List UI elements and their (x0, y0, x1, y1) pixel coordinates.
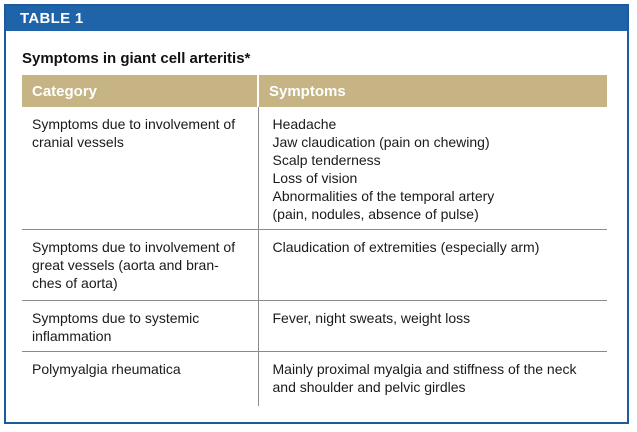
symptoms-cell (258, 230, 607, 301)
symptoms-cell (258, 107, 607, 230)
category-cell (22, 301, 258, 352)
symptoms-cell (258, 352, 607, 407)
symptoms-cell (258, 301, 607, 352)
header-row (22, 75, 607, 107)
category-line: Symptoms due to involvement of (32, 239, 236, 255)
table-row (22, 352, 607, 407)
category-line: Polymyalgia rheumatica (32, 361, 181, 377)
symptom-line: Jaw claudication (pain on chewing) (272, 134, 490, 150)
table-caption: Symptoms in giant cell arteritis* (22, 50, 251, 67)
symptom-line: Claudication of extremities (especially arm) (272, 239, 540, 255)
column-header-category: Category (22, 75, 258, 107)
symptom-line: Fever, night sweats, weight loss (272, 310, 471, 326)
symptom-line: Abnormalities of the temporal artery (272, 188, 495, 204)
category-line: inflammation (32, 328, 112, 344)
symptom-line: and shoulder and pelvic girdles (272, 379, 466, 395)
table-row (22, 107, 607, 230)
category-cell (22, 230, 258, 301)
table-number-banner: TABLE 1 (6, 6, 627, 31)
table-row (22, 230, 607, 301)
category-line: great vessels (aorta and bran- (32, 257, 219, 273)
symptom-line: Scalp tenderness (272, 152, 381, 168)
symptom-line: (pain, nodules, absence of pulse) (272, 206, 479, 222)
symptom-line: Headache (272, 116, 337, 132)
column-header-symptoms: Symptoms (258, 75, 607, 107)
category-line: cranial vessels (32, 134, 124, 150)
category-line: ches of aorta) (32, 275, 118, 291)
table-row (22, 301, 607, 352)
symptom-line: Mainly proximal myalgia and stiffness of the neck (272, 361, 577, 377)
category-line: Symptoms due to systemic (32, 310, 200, 326)
symptoms-table (22, 75, 607, 406)
category-line: Symptoms due to involvement of (32, 116, 236, 132)
category-cell (22, 352, 258, 407)
symptom-line: Loss of vision (272, 170, 358, 186)
category-cell (22, 107, 258, 230)
